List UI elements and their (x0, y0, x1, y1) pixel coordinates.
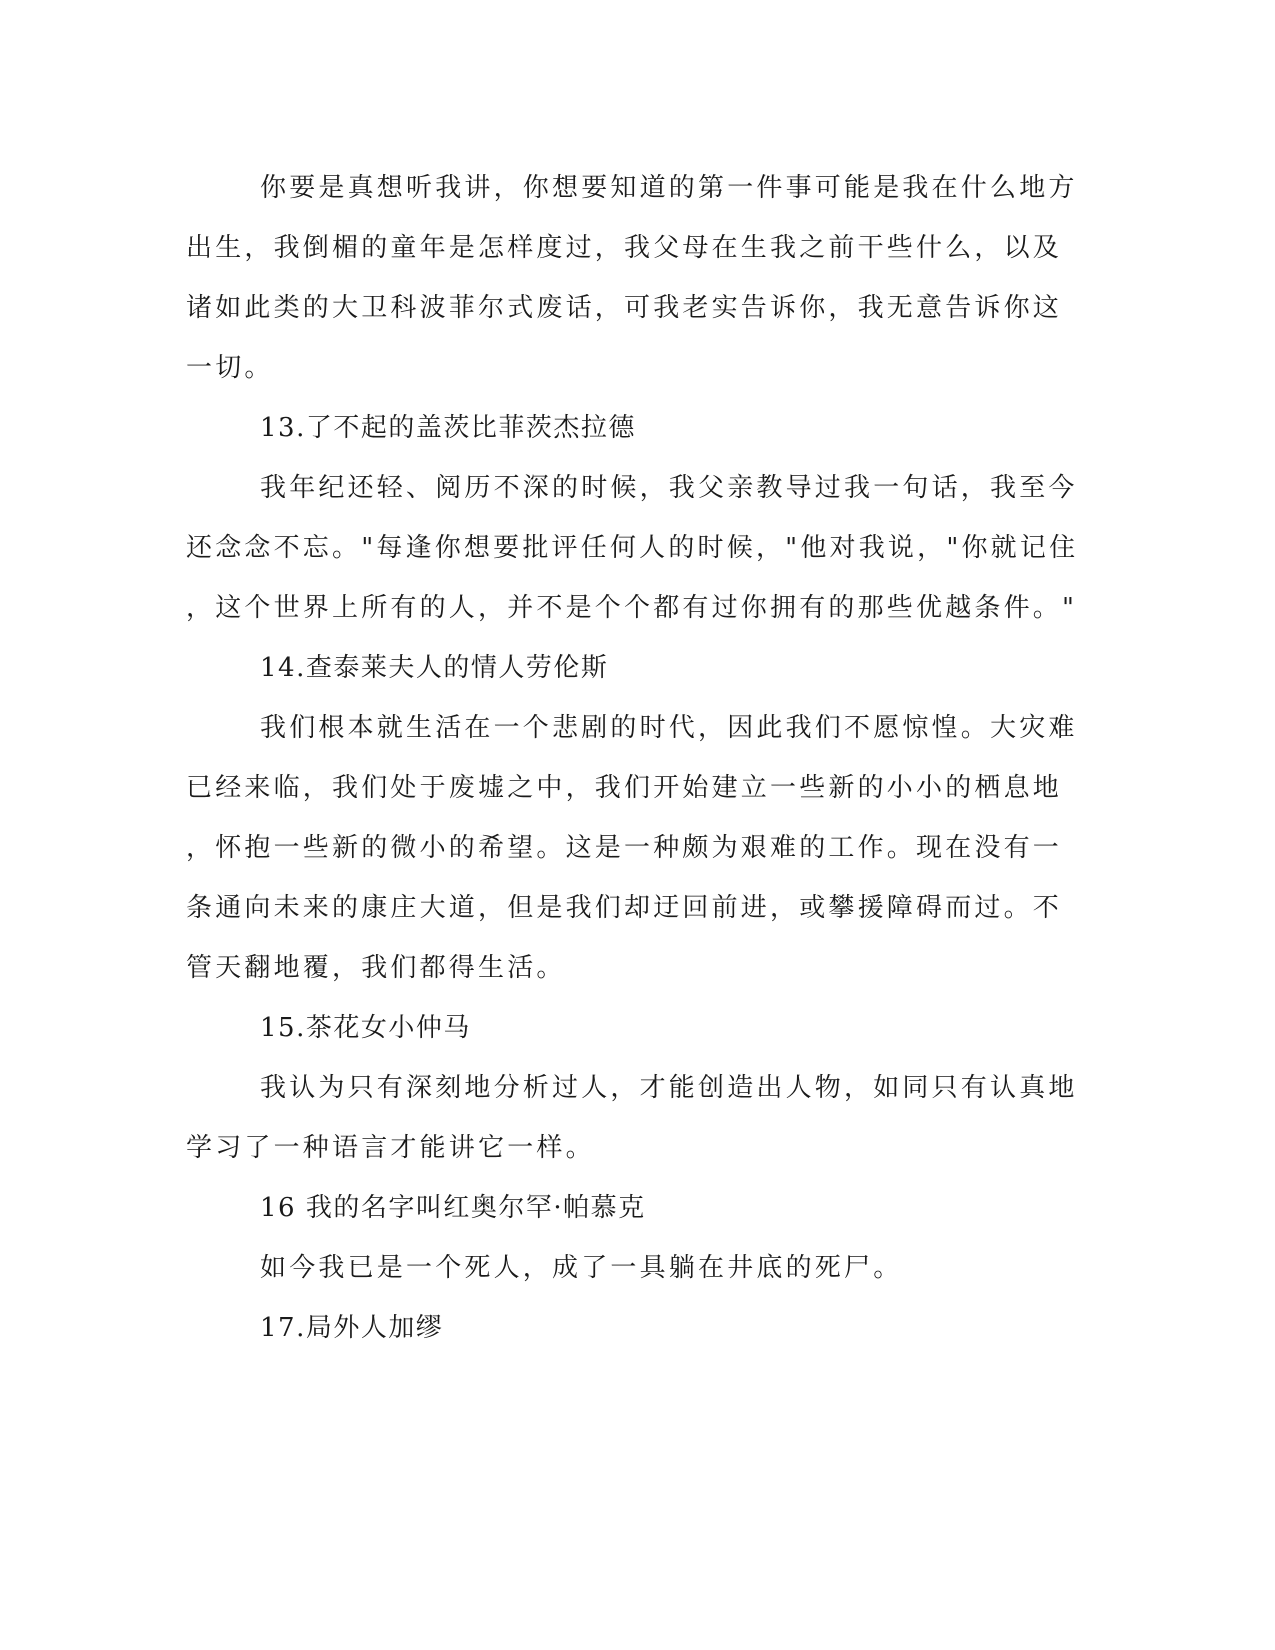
section-heading: 16 我的名字叫红奥尔罕·帕慕克 (260, 1193, 646, 1223)
section-heading: 13.了不起的盖茨比菲茨杰拉德 (260, 413, 636, 443)
paragraph-line: 已经来临，我们处于废墟之中，我们开始建立一些新的小小的栖息地 (186, 773, 1063, 803)
paragraph-line: 条通向未来的康庄大道，但是我们却迂回前进，或攀援障碍而过。不 (186, 893, 1063, 923)
paragraph-line: ，这个世界上所有的人，并不是个个都有过你拥有的那些优越条件。" (186, 593, 1078, 623)
paragraph (186, 1238, 1064, 1298)
paragraph-line: 我们根本就生活在一个悲剧的时代，因此我们不愿惊惶。大灾难 (260, 713, 1078, 743)
paragraph-line: 出生，我倒楣的童年是怎样度过，我父母在生我之前干些什么，以及 (186, 233, 1063, 263)
paragraph-line: 一切。 (186, 353, 274, 383)
paragraph-line: 诸如此类的大卫科波菲尔式废话，可我老实告诉你，我无意告诉你这 (186, 293, 1063, 323)
paragraph-line: 你要是真想听我讲，你想要知道的第一件事可能是我在什么地方 (260, 173, 1078, 203)
paragraph (186, 698, 1078, 998)
section-heading: 17.局外人加缪 (260, 1313, 444, 1343)
document-body (186, 158, 1079, 1358)
paragraph-line: 学习了一种语言才能讲它一样。 (186, 1133, 595, 1163)
paragraph (186, 1058, 1078, 1178)
paragraph-line: ，怀抱一些新的微小的希望。这是一种颇为艰难的工作。现在没有一 (186, 833, 1063, 863)
paragraph (186, 158, 1078, 398)
paragraph-line: 我年纪还轻、阅历不深的时候，我父亲教导过我一句话，我至今 (260, 473, 1078, 503)
paragraph-line: 管天翻地覆，我们都得生活。 (186, 953, 566, 983)
paragraph-line: 还念念不忘。"每逢你想要批评任何人的时候，"他对我说，"你就记住 (186, 533, 1079, 563)
paragraph-line: 我认为只有深刻地分析过人，才能创造出人物，如同只有认真地 (260, 1073, 1078, 1103)
paragraph-line: 如今我已是一个死人，成了一具躺在井底的死尸。 (260, 1253, 903, 1283)
paragraph (186, 458, 1079, 638)
section-heading: 15.茶花女小仲马 (260, 1013, 471, 1043)
section-heading: 14.查泰莱夫人的情人劳伦斯 (260, 653, 609, 683)
